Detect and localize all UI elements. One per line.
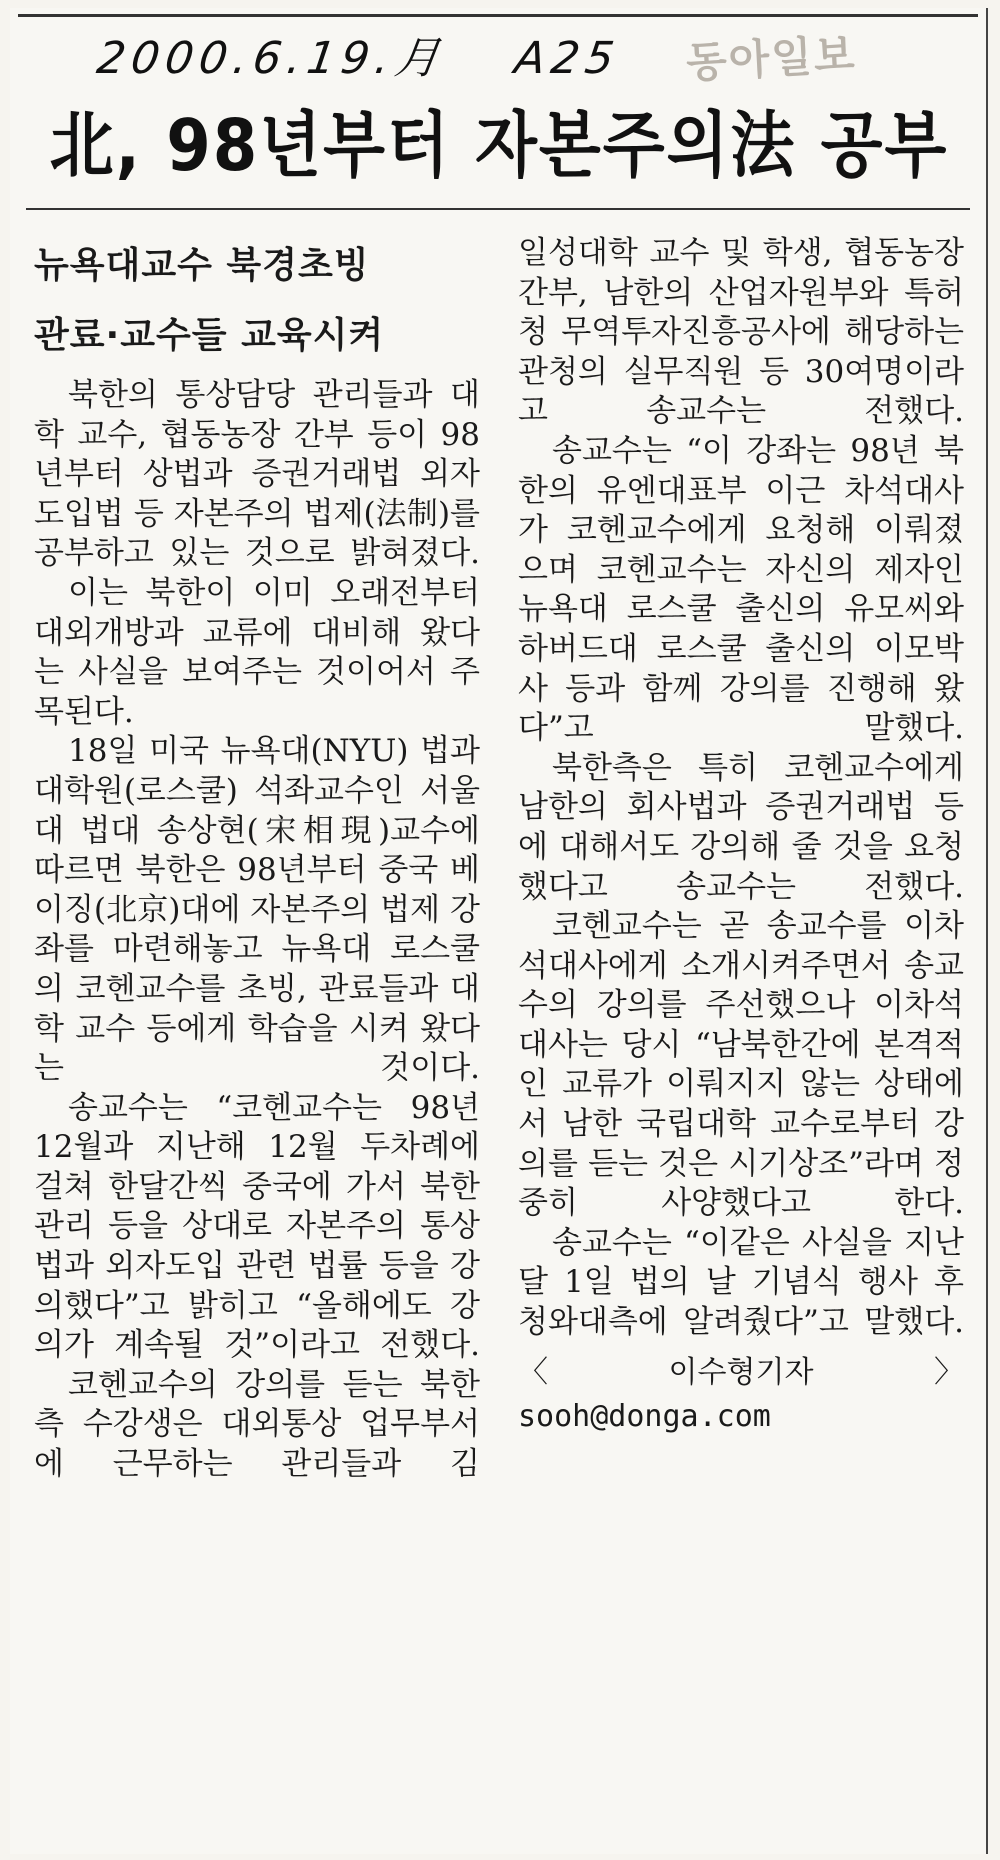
newspaper-name-stamp: 동아일보 — [684, 29, 858, 88]
body-paragraph: 송교수는 “이 강좌는 98년 북한의 유엔대표부 이근 차석대사가 코헨교수에게 요청해 이뤄졌으며 코헨교수는 자신의 제자인 뉴욕대 로스쿨 출신의 유모씨와 하버드대 로스쿨 출신의 이모박사 등과 함께 강의를 진행해 왔다”고 말했다. — [518, 432, 964, 747]
newspaper-clipping — [10, 8, 988, 1854]
subhead-1: 뉴욕대교수 북경초빙 — [34, 245, 370, 286]
subhead-2: 관료·교수들 교육시켜 — [34, 315, 385, 356]
body-paragraph: 코헨교수는 곧 송교수를 이차석대사에게 소개시켜주면서 송교수의 강의를 주선했으나 이차석대사는 당시 “남북한간에 본격적인 교류가 이뤄지지 않는 상태에서 남한 국립대학 교수로부터 강의를 듣는 것은 시기상조”라며 정중히 사양했다고 한다. — [518, 908, 964, 1222]
handwritten-date-note — [94, 22, 625, 86]
body-paragraph: 18일 미국 뉴욕대(NYU) 법과대학원(로스쿨) 석좌교수인 서울대 법대 송상현(宋相現)교수에 따르면 북한은 98년부터 중국 베이징(北京)대에 자본주의 법제 강좌를 마련해놓고 뉴욕대 로스쿨의 코헨교수를 초빙, 관료들과 대학 교수 등에게 학습을 시켜 왔다는 것이다. — [34, 733, 480, 1087]
left-column — [34, 234, 480, 1485]
body-paragraph: 북한의 통상담당 관리들과 대학 교수, 협동농장 간부 등이 98년부터 상법과 증권거래법 외자도입법 등 자본주의 법제(法制)를 공부하고 있는 것으로 밝혀졌다. — [34, 377, 480, 572]
body-paragraph: 북한측은 특히 코헨교수에게 남한의 회사법과 증권거래법 등에 대해서도 강의해 줄 것을 요청했다고 송교수는 전했다. — [518, 749, 964, 905]
page-number: A25 — [511, 33, 623, 84]
handwritten-date: 2000.6.19.月 — [93, 33, 449, 84]
byline: 〈이수형기자〉 — [518, 1354, 964, 1390]
body-paragraph: 이는 북한이 이미 오래전부터 대외개방과 교류에 대비해 왔다는 사실을 보여주는 것이어서 주목된다. — [34, 574, 480, 730]
body-paragraph: 송교수는 “이같은 사실을 지난달 1일 법의 날 기념식 행사 후 청와대측에 알려줬다”고 말했다. — [518, 1224, 964, 1341]
body-paragraph: 코헨교수의 강의를 듣는 북한측 수강생은 대외통상 업무부서에 근무하는 관리들과 김 — [34, 1366, 480, 1483]
headline-divider — [26, 208, 970, 210]
body-paragraph: 일성대학 교수 및 학생, 협동농장 간부, 남한의 산업자원부와 특허청 무역투자진흥공사에 해당하는 관청의 실무직원 등 30여명이라고 송교수는 전했다. — [518, 235, 964, 430]
top-border — [18, 14, 978, 17]
headline: 北, 98년부터 자본주의法 공부 — [49, 105, 949, 189]
reporter-email: sooh@donga.com — [518, 1398, 771, 1434]
body-paragraph: 송교수는 “코헨교수는 98년 12월과 지난해 12월 두차례에 걸쳐 한달간씩 중국에 가서 북한 관리 등을 상대로 자본주의 통상법과 외자도입 관련 법률 등을 강의했다”고 밝히고 “올해에도 강의가 계속될 것”이라고 전했다. — [34, 1089, 480, 1364]
right-column — [518, 234, 964, 1439]
